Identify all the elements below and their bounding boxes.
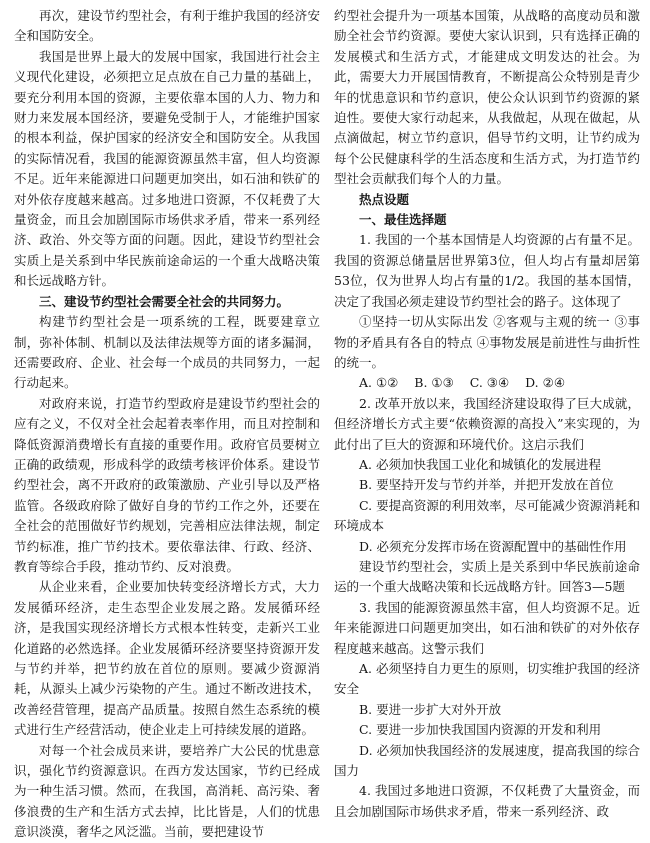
intro-paragraph: 再次，建设节约型社会，有利于维护我国的经济安全和国防安全。 [14, 8, 320, 44]
hot-topics-heading: 热点设题 [359, 191, 410, 207]
questions-3-5-intro: 建设节约型社会，实质上是关系到中华民族前途命运的一个重大战略决策和长远战略方针。回答3—5题 [334, 558, 640, 595]
question-1: 1. 我国的一个基本国情是人均资源的占有量不足。我国的资源总储量居世界第3位，但人均占有量却居第53位，仅为世界人均占有量的1/2。我国的基本国情，决定了我国必须走建设节约型社会的路子。这体现了 [334, 232, 640, 309]
question-2-option-d: D. 必须充分发挥市场在资源配置中的基础性作用 [359, 538, 627, 554]
question-1-options: A. ①② B. ①③ C. ③④ D. ②④ [359, 375, 566, 391]
question-2-option-c: C. 要提高资源的利用效率，尽可能减少资源消耗和环境成本 [334, 497, 640, 534]
question-3-option-a: A. 必须坚持自力更生的原则，切实维护我国的经济安全 [334, 661, 640, 697]
question-2-option-a: A. 必须加快我国工业化和城镇化的发展进程 [359, 456, 601, 472]
left-column [14, 6, 320, 840]
question-2: 2. 改革开放以来，我国经济建设取得了巨大成就，但经济增长方式主要“依赖资源的高投入”来实现的，为此付出了巨大的资源和环境代价。这启示我们 [334, 395, 640, 452]
right-column [334, 6, 640, 840]
question-3: 3. 我国的能源资源虽然丰富，但人均资源不足。近年来能源进口问题更加突出，如石油和铁矿的对外依存程度越来越高。这警示我们 [334, 599, 640, 656]
question-2-option-b: B. 要坚持开发与节约并举，并把开发放在首位 [359, 477, 614, 493]
enterprise-paragraph: 从企业来看，企业要加快转变经济增长方式，大力发展循环经济，走生态型企业发展之路。发展循环经济，是我国实现经济增长方式根本性转变，走新兴工业化道路的必然选择。企业发展循环经济要坚持资源开发与节约并举，把节约放在首位的原则。要减少资源消耗，从源头上减少污染物的产生。通过不断改进技术，改善经营管理，提高产品质量。按照自然生态系统的模式进行生产经营活动，使企业走上可持续发展的道路。 [14, 579, 320, 738]
citizen-paragraph-continued: 约型社会提升为一项基本国策，从战略的高度动员和激励全社会节约资源。要使大家认识到，只有选择正确的发展模式和生活方式，才能建成文明发达的社会。为此，需要大力开展国情教育，不断提高公众特别是青少年的忧患意识和节约意识，使公众认识到节约资源的紧迫性。要使大家行动起来，从我做起，从现在做起，从点滴做起，树立节约意识，倡导节约文明，让节约成为每个公民健康科学的生活态度和生活方式，为打造节约型社会贡献我们每个人的力量。 [334, 8, 640, 187]
resource-security-paragraph: 我国是世界上最大的发展中国家，我国进行社会主义现代化建设，必须把立足点放在自己力量的基础上，要充分利用本国的资源，主要依靠本国的人力、物力和财力来发展本国经济，要避免受制于人，才能维护国家的根本利益，保护国家的经济安全和国防安全。从我国的实际情况看，我国的能源资源虽然丰富，但人均资源不足。近年来能源进口问题更加突出，如石油和铁矿的对外依存度越来越高。过多地进口资源，不仅耗费了大量资金，而且会加剧国际市场供求矛盾，带来一系列经济、政治、外交等方面的问题。因此，建设节约型社会实质上是关系到中华民族前途命运的一个重大战略决策和长远战略方针。 [14, 48, 320, 289]
multiple-choice-heading: 一、最佳选择题 [359, 212, 447, 228]
question-3-option-c: C. 要进一步加快我国国内资源的开发和利用 [359, 722, 602, 738]
system-engineering-paragraph: 构建节约型社会是一项系统的工程，既要建章立制，弥补体制、机制以及法律法规等方面的诸多漏洞，还需要政府、企业、社会每一个成员的共同努力，一起行动起来。 [14, 314, 320, 391]
government-paragraph: 对政府来说，打造节约型政府是建设节约型社会的应有之义，不仅对全社会起着表率作用，而且对控制和降低资源消费增长有直接的重要作用。政府官员要树立正确的政绩观，形成科学的政绩考核评价体系。建设节约型社会，离不开政府的政策激励、产业引导以及严格监管。各级政府除了做好自身的节约工作之外，还要在全社会的范围做好节约规划，完善相应法律法规，制定节约标准，推广节约技术。要依靠法律、行政、经济、教育等综合手段，推动节约、反对浪费。 [14, 395, 320, 574]
question-1-statements: ①坚持一切从实际出发 ②客观与主观的统一 ③事物的矛盾具有各自的特点 ④事物发展是前进性与曲折性的统一。 [334, 314, 640, 370]
question-3-option-d: D. 必须加快我国经济的发展速度，提高我国的综合国力 [334, 742, 640, 779]
section-heading-3: 三、建设节约型社会需要全社会的共同努力。 [39, 293, 290, 309]
citizen-paragraph: 对每一个社会成员来讲，要培养广大公民的忧患意识，强化节约资源意识。在西方发达国家，节约已经成为一种生活习惯。然而，在我国，高消耗、高污染、奢侈浪费的生产和生活方式去掉，比比皆是，人们的忧患意识淡漠，奢华之风泛滥。当前，要把建设节 [14, 742, 320, 840]
question-4: 4. 我国过多地进口资源，不仅耗费了大量资金，而且会加剧国际市场供求矛盾，带来一系列经济、政 [334, 783, 640, 819]
question-3-option-b: B. 要进一步扩大对外开放 [359, 701, 502, 717]
